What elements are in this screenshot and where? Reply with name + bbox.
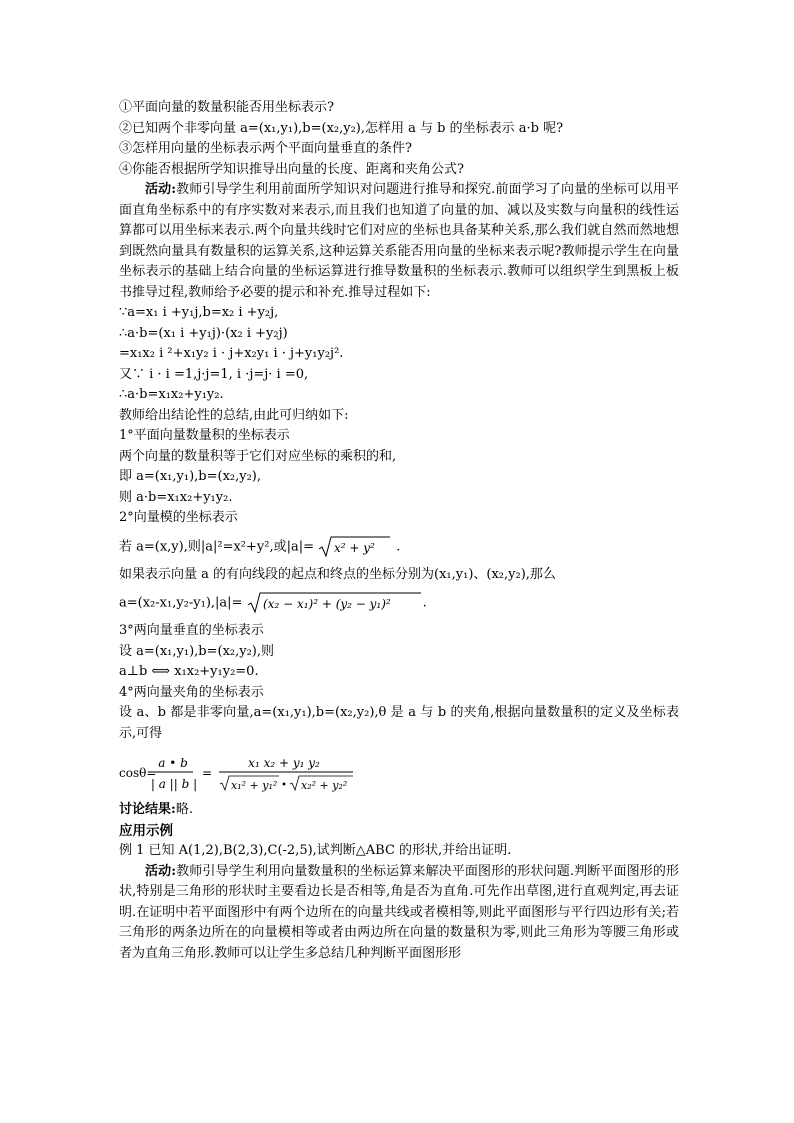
cosine-formula	[119, 752, 679, 794]
question-4: ④你能否根据所学知识推导出向量的长度、距离和夹角公式?	[119, 161, 464, 177]
frac1-numerator: a • b	[158, 756, 188, 770]
discussion-lead: 讨论结果:	[119, 802, 176, 817]
modulus-formula-prefix: 若 a=(x,y),则|a|²=x²+y²,或|a|=	[119, 539, 315, 554]
conclusion-1-line-2: 即 a=(x₁,y₁),b=(x₂,y₂),	[119, 469, 262, 484]
distance-formula-prefix: a=(x₂-x₁,y₂-y₁),|a|=	[119, 595, 243, 611]
equals-sign: =	[202, 766, 213, 780]
distance-formula: a=(x₂-x₁,y₂-y₁),|a|= (x₂ − x₁)² + (y₂ − y₁)² .	[119, 591, 679, 615]
conclusion-1-line-1: 两个向量的数量积等于它们对应坐标的乘积的和,	[119, 448, 397, 464]
sqrt-symbol	[247, 591, 423, 615]
derivation-line-3: =x₁x₂ i ²+x₁y₂ i · j+x₂y₁ i · j+y₁y₂j².	[119, 346, 344, 361]
derivation-line-5: ∴a·b=x₁x₂+y₁y₂.	[119, 387, 224, 402]
question-3: ③怎样用向量的坐标表示两个平面向量垂直的条件?	[119, 141, 412, 156]
cosine-prefix: cosθ=	[119, 766, 157, 780]
summary-intro: 教师给出结论性的总结,由此可归纳如下:	[119, 407, 349, 423]
activity-paragraph-1	[119, 180, 679, 303]
document-body	[119, 98, 679, 964]
distance-radicand: (x₂ − x₁)² + (y₂ − y₁)²	[262, 597, 391, 611]
application-title: 应用示例	[119, 822, 173, 839]
conclusion-1-line-3: 则 a·b=x₁x₂+y₁y₂.	[119, 489, 233, 505]
example-1: 例 1 已知 A(1,2),B(2,3),C(-2,5),试判断△ABC 的形状,并给出证明.	[119, 843, 512, 858]
cosine-formula-svg	[119, 752, 369, 794]
conclusion-3-title: 3°两向量垂直的坐标表示	[119, 623, 264, 638]
conclusion-2-title: 2°向量模的坐标表示	[119, 510, 238, 525]
discussion-text: 略.	[175, 802, 193, 817]
activity-text: 教师引导学生利用向量数量积的坐标运算来解决平面图形的形状问题.判断平面图形的形状,特别是三角形的形状时主要看边长是否相等,角是否为直角.可先作出草图,进行直观判定,再去证明.在证明中若平面图形中有两个边所在的向量共线或者模相等,则此平面图形与平行四边形有关;若三角形的两条边所在的向量模相等或者由两边所在向量的数量积为零,则此三角形为等腰三角形或者为直角三角形.教师可以让学生多总结几种判断平面图形形	[119, 863, 679, 961]
frac1-denominator: | a || b |	[150, 777, 198, 791]
activity-lead: 活动:	[145, 182, 177, 197]
conclusion-4-text: 设 a、b 都是非零向量,a=(x₁,y₁),b=(x₂,y₂),θ 是 a 与 b 的夹角,根据向量数量积的定义及坐标表示,可得	[119, 705, 679, 741]
conclusion-4-title: 4°两向量夹角的坐标表示	[119, 684, 264, 700]
frac2-denominator-right: x₂² + y₂²	[301, 779, 348, 792]
derivation-line-1: ∵a=x₁ i +y₁j,b=x₂ i +y₂j,	[119, 305, 279, 320]
discussion-result	[119, 800, 679, 821]
conclusion-2-line-2: 如果表示向量 a 的有向线段的起点和终点的坐标分别为(x₁,y₁)、(x₂,y₂),那么	[119, 566, 556, 582]
conclusion-3-line-1: 设 a=(x₁,y₁),b=(x₂,y₂),则	[119, 643, 275, 659]
modulus-formula: 若 a=(x,y),则|a|²=x²+y²,或|a|= x² + y² .	[119, 535, 679, 559]
frac2-denominator-left: x₁² + y₁²	[231, 779, 278, 792]
modulus-radicand: x² + y²	[334, 540, 376, 555]
question-1: ①平面向量的数量积能否用坐标表示?	[119, 100, 334, 115]
derivation-line-2: ∴a·b=(x₁ i +y₁j)·(x₂ i +y₂j)	[119, 325, 288, 341]
frac2-denominator-dot: •	[281, 780, 287, 791]
conclusion-1-title: 1°平面向量数量积的坐标表示	[119, 428, 290, 443]
sqrt-symbol	[318, 535, 392, 559]
frac2-numerator: x₁ x₂ + y₁ y₂	[248, 756, 320, 770]
activity-paragraph-2	[119, 862, 679, 965]
conclusion-3-line-2: a⊥b ⟺ x₁x₂+y₁y₂=0.	[119, 664, 259, 679]
activity-text: 教师引导学生利用前面所学知识对问题进行推导和探究.前面学习了向量的坐标可以用平面直角坐标系中的有序实数对来表示,而且我们也知道了向量的加、减以及实数与向量积的线性运算都可以用坐标来表示.两个向量共线时它们对应的坐标也具备某种关系,那么我们就自然而然地想到既然向量具有数量积的运算关系,这种运算关系能否用向量的坐标来表示呢?教师提示学生在向量坐标表示的基础上结合向量的坐标运算进行推导数量积的坐标表示.教师可以组织学生到黑板上板书推导过程,教师给予必要的提示和补充.推导过程如下:	[119, 182, 679, 300]
activity-lead: 活动:	[145, 863, 177, 879]
derivation-line-4: 又∵ i · i =1,j·j=1, i ·j=j· i =0,	[119, 366, 309, 382]
question-2: ②已知两个非零向量 a=(x₁,y₁),b=(x₂,y₂),怎样用 a 与 b 的坐标表示 a·b 呢?	[119, 120, 564, 136]
